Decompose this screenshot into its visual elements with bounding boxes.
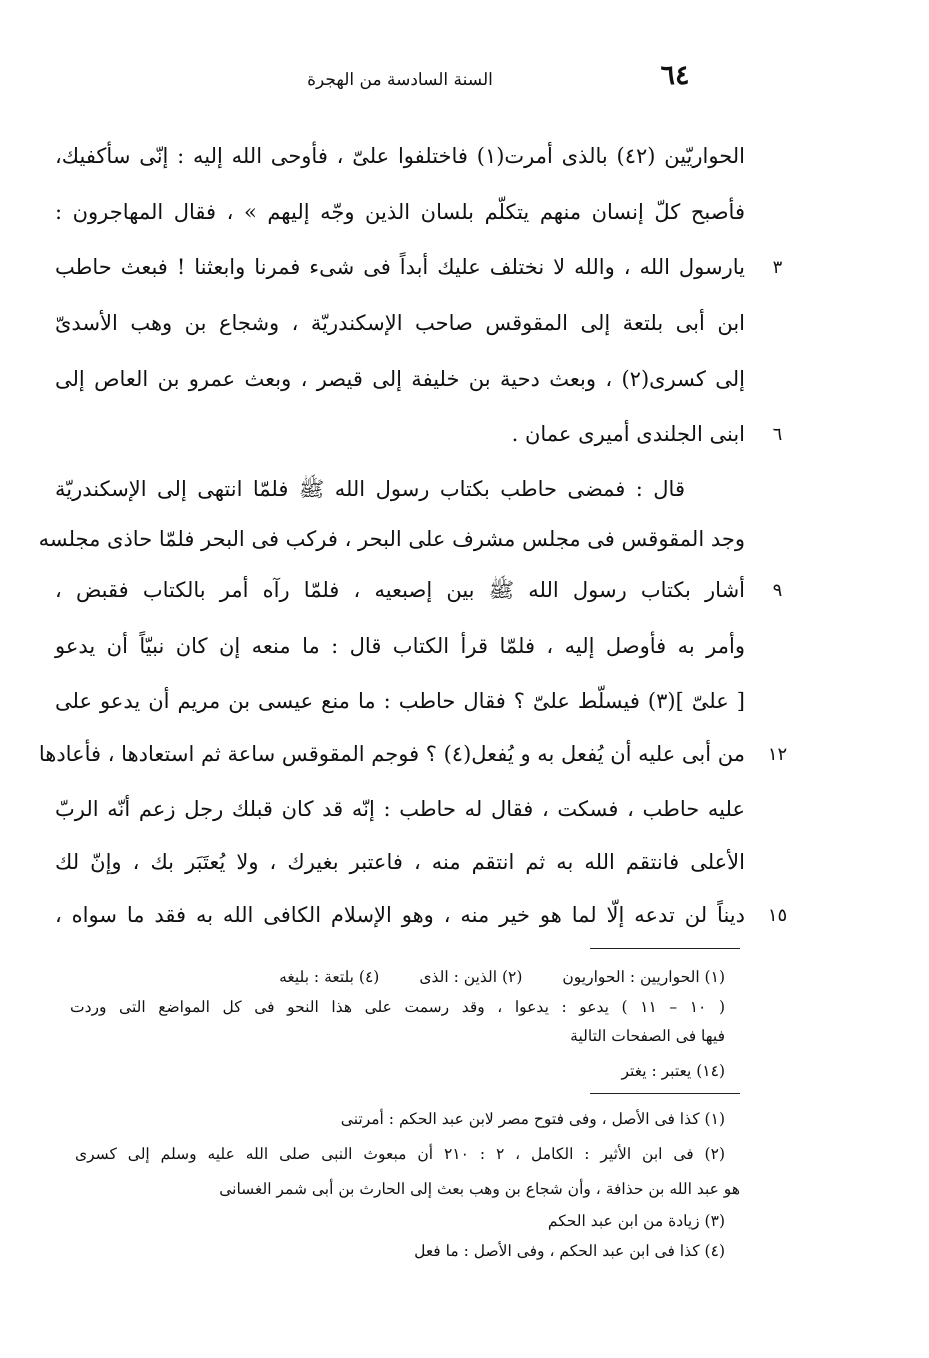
body-line-9: أشار بكتاب رسول الله ﷺ بين إصبعيه ، فلمّا رآه أمر بالكتاب فقبض ، [55, 578, 745, 602]
body-line-4: ابن أبى بلتعة إلى المقوقس صاحب الإسكندريّة ، وشجاع بن وهب الأسدىّ [55, 311, 745, 335]
body-line-14: الأعلى فانتقم الله به ثم انتقم منه ، فاعتبر بغيرك ، ولا يُعتَبَر بك ، وإنّ لك [55, 850, 745, 874]
body-line-12: من أبى عليه أن يُفعل به و يُفعل(٤) ؟ فوجم المقوقس ساعة ثم استعادها ، فأعادها [38, 742, 745, 766]
line-number-12: ١٢ [767, 744, 788, 765]
page-number: ٦٤ [660, 60, 690, 91]
body-line-2: فأصبح كلّ إنسان منهم يتكلّم بلسان الذين وجّه إليهم » ، فقال المهاجرون : [55, 200, 745, 224]
footnote-4: (٤) كذا فى ابن عبد الحكم ، وفى الأصل : ما فعل [414, 1242, 725, 1260]
body-line-15: ديناً لن تدعه إلّا لما هو خير منه ، وهو الإسلام الكافى الله به فقد ما سواه ، [55, 903, 745, 927]
variant-4: (٤) بلتعة : بليغه [279, 968, 380, 986]
line-number-3: ٣ [772, 257, 783, 278]
body-line-13: عليه حاطب ، فسكت ، فقال له حاطب : إنّه قد كان قبلك رجل زعم أنّه الربّ [55, 797, 745, 821]
body-line-8: وجد المقوقس فى مجلس مشرف على البحر ، فركب فى البحر فلمّا حاذى مجلسه [38, 527, 745, 551]
body-line-6: ابنى الجلندى أميرى عمان . [511, 422, 745, 446]
body-line-11: [ علىّ ](٣) فيسلّط علىّ ؟ فقال حاطب : ما منع عيسى بن مريم أن يدعو على [55, 689, 745, 713]
body-line-7: قال : فمضى حاطب بكتاب رسول الله ﷺ فلمّا انتهى إلى الإسكندريّة [55, 477, 685, 501]
variants-row-1 [279, 968, 725, 986]
footnote-2-line-2: هو عبد الله بن حذافة ، وأن شجاع بن وهب بعث إلى الحارث بن أبى شمر الغسانى [219, 1180, 740, 1198]
line-number-15: ١٥ [767, 905, 788, 926]
variant-2: (٢) الذين : الذى [419, 968, 523, 986]
body-line-1: الحواريّين (٤٢) بالذى أمرت(١) فاختلفوا علىّ ، فأوحى الله إليه : إنّى سأكفيك، [55, 144, 745, 168]
variant-14: (١٤) يعتبر : يغتر [621, 1062, 725, 1080]
line-number-9: ٩ [772, 580, 783, 601]
footnotes-separator [590, 1093, 740, 1094]
running-header: السنة السادسة من الهجرة [307, 70, 493, 90]
footnote-1: (١) كذا فى الأصل ، وفى فتوح مصر لابن عبد الحكم : أمرتنى [340, 1110, 725, 1128]
variant-1: (١) الحواريين : الحواريون [562, 968, 725, 986]
body-line-3: يارسول الله ، والله لا نختلف عليك أبداً فى شىء فمرنا وابعثنا ! فبعث حاطب [55, 255, 745, 279]
line-number-6: ٦ [772, 424, 783, 445]
variants-separator [590, 948, 740, 949]
footnote-3: (٣) زيادة من ابن عبد الحكم [547, 1212, 725, 1230]
body-line-5: إلى كسرى(٢) ، وبعث دحية بن خليفة إلى قيصر ، وبعث عمرو بن العاص إلى [55, 367, 745, 391]
body-line-10: وأمر به فأوصل إليه ، فلمّا قرأ الكتاب قال : ما منعه إن كان نبيّاً أن يدعو [55, 634, 745, 658]
variant-range-line-1: ( ١٠ – ١١ ) يدعو : يدعوا ، وقد رسمت على هذا النحو فى كل المواضع التى وردت [70, 998, 725, 1016]
footnote-2-line-1: (٢) فى ابن الأثير : الكامل ، ٢ : ٢١٠ أن مبعوث النبى صلى الله عليه وسلم إلى كسرى [75, 1145, 725, 1163]
variant-range-line-2: فيها فى الصفحات التالية [570, 1027, 725, 1045]
